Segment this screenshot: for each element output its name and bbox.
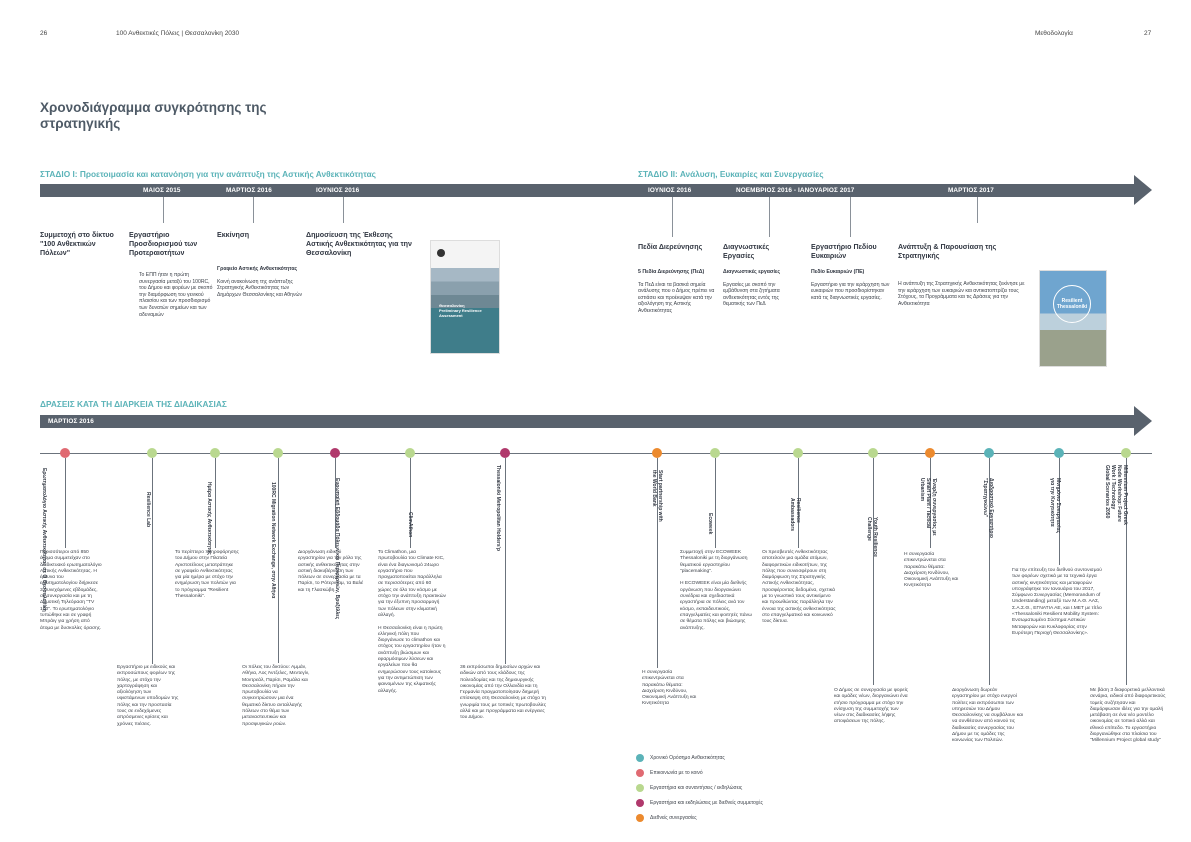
milestone-block: Ανάπτυξη & Παρουσίαση της Στρατηγικής Η ανάπτυξη της Στρατηγικής Ανθεκτικότητας ξεκίνησε με την ιεράρχηση των ευκαιριών και αντικατοπτρίζει τους Στόχους, τα Προγράμματα και τις Δράσεις για την Ανθεκτικότητα bbox=[898, 243, 1025, 307]
milestone-tick bbox=[850, 197, 851, 237]
event-text: Ο Δήμος σε συνεργασία με φορείς και ομάδες νέων, διοργανώνει ένα ετήσιο πρόγραμμα με στόχο την ενίσχυση της συμμετοχής των νέων στις διαδικασίες λήψης αποφάσεων της πόλης. bbox=[834, 688, 909, 725]
stage-2-title: ΣΤΑΔΙΟ ΙΙ: Ανάλυση, Ευκαιρίες και Συνεργασίες bbox=[638, 169, 824, 179]
event-label: 100RC Migration Network Exchange, στην Αθήνα bbox=[270, 482, 276, 599]
milestone-block: Εκκίνηση Γραφείο Αστικής Ανθεκτικότητας Κοινή ανακοίνωση της ανάπτυξης Στρατηγικής Ανθεκτικότητας των Δημάρχων Θεσσαλονίκης και Αθηνών bbox=[217, 231, 303, 298]
event-label: Youth Resilience Challenge bbox=[866, 517, 878, 557]
page-title: Χρονοδιάγραμμα συγκρότησης της στρατηγικής bbox=[40, 100, 267, 131]
milestone-tick bbox=[253, 197, 254, 223]
event-connector bbox=[715, 458, 716, 548]
event-text: Περισσότεροι από 850 άτομα συμμετείχαν στο διαδικτυακό ερωτηματολόγιο Αστικής Ανθεκτικότητας. Η έρευνα του ερωτηματολογίου διήρκεσε 3 συνεχόμενες εβδομάδες, σε συνεργασία και με τη Δημοτική Τηλεόραση "TV 100". Το ερωτηματολόγιο τυπώθηκε και σε γραφή Μπράιγ για χρήση από άτομα με δυσκολίες όρασης. bbox=[40, 550, 102, 631]
event-text: Το περίπτερο πληροφόρησης του Δήμου στην Πλατεία Αριστοτέλους μετατράπηκε σε γραφείο Ανθεκτικότητας για μία ημέρα με στόχο την ενημέρωση των πολιτών για το πρόγραμμα "Resilient Thessaloniki". bbox=[175, 550, 239, 600]
event-label: Ερωτηματολόγιο Αστικής Ανθεκτικότητας σε Ο Θεσσαλονίκη bbox=[41, 468, 47, 612]
legend-dot bbox=[636, 784, 644, 792]
event-text: Οι πρεσβευτές Ανθεκτικότητας αποτελούν μια ομάδα ατόμων, διαφορετικών ειδικοτήτων, της πόλης που συνεισφέρουν στη διαμόρφωση της Στρατηγικής Αστικής Ανθεκτικότητας, προσφέροντας δεδομένα, σχετικά με το γνωστικό τους αντικείμενο και προωθώντας παράλληλα την έννοια της αστικής ανθεκτικότητας στο επαγγελματικό και κοινωνικό τους δίκτυα. bbox=[762, 550, 836, 625]
event-label: Resilience Lab bbox=[145, 492, 151, 528]
event-text: 36 εκπρόσωποι δημοσίων αρχών και ειδικών από τους κλάδους της πολεοδομίας και της δημιουργικής οικονομίας από την Ολλανδία και τη Γερμανία πραγματοποίησαν διημερή επίσκεψη στη Θεσσαλονίκη με στόχο τη γνωριμία τους με τοπικές πρωτοβουλίες αλλά και με προγράμματα και ενέργειες του Δήμου. bbox=[460, 665, 547, 721]
milestone-tick bbox=[343, 197, 344, 223]
legend-item: Εργαστήρια και συναντήσεις / εκδηλώσεις bbox=[636, 780, 836, 795]
event-text: Για την επίτευξη του διεθνού συντονισμού των φορέων σχετικά με τα τεχνικά έργα αστικής κινητικότητας και μεταφορών υπογράφτηκε τον Ιανουάριο του 2017, Σύμφωνο Συνεργασίας (Memorandum of Understanding) μεταξύ των Μ.Α.Θ. ΑΑΣ, Σ.Α.Σ.Θ., ΕΓΝΑΤΙΑ ΑΕ, και Ι.ΜΕΤ με τίτλο «Thessaloniki Resilient Mobility System: Ενσωματωμένο Σύστημα Αστικών Μεταφορών και Κυκλοφορίας στην Ευρύτερη Περιοχή Θεσσαλονίκης». bbox=[1012, 568, 1102, 636]
event-label: Ημέρα Αστικής Ανθεκτικότητας bbox=[206, 482, 212, 555]
legend-dot bbox=[636, 754, 644, 762]
timeline-arrow-top bbox=[1134, 175, 1152, 205]
event-text: Εργαστήριο με ειδικούς και εκπροσώπους φορέων της πόλης, με στόχο την χαρτογράφηση και αξιολόγηση των υφιστάμενων υποδομών της πόλης και την προστασία τους σε ενδεχόμενες απρόσμενες κρίσεις και χρόνιες πιέσεις. bbox=[117, 665, 179, 727]
legend-dot bbox=[636, 814, 644, 822]
event-connector bbox=[215, 458, 216, 548]
milestone-block: Εργαστήριο Προσδιορισμού των Προτεραιοτήτων Το ΕΠΠ ήταν η πρώτη συνεργασία μεταξύ του 100RC, του Δήμου και φορέων με σκοπό την διαμόρφωση του γενικού πλαισίου και των προσδιορισμό των δυνατών σημείων και των αδυναμιών bbox=[129, 231, 213, 318]
milestone-title: Συμμετοχή στο δίκτυο "100 Ανθεκτικών Πόλεων" bbox=[40, 231, 114, 257]
event-label: Start partnership with the World Bank bbox=[651, 470, 663, 522]
event-dot bbox=[405, 448, 415, 458]
event-dot bbox=[500, 448, 510, 458]
event-label: Διαδραστικό Εργαστήριο "Στρατηγικώνω" bbox=[982, 478, 994, 538]
date-label: ΜΑΡΤΙΟΣ 2017 bbox=[948, 187, 994, 194]
document-title: 100 Ανθεκτικές Πόλεις | Θεσσαλονίκη 2030 bbox=[116, 30, 240, 37]
event-dot bbox=[710, 448, 720, 458]
event-dot bbox=[793, 448, 803, 458]
milestone-block: Εργαστήριο Πεδίου Ευκαιριών Πεδίο Ευκαιριών (ΠΕ) Εργαστήριο για την ιεράρχηση των ευκαιριών που προσδιορίστηκαν κατά τις διαγνωστικές εργασίες. bbox=[811, 243, 890, 301]
event-text: Διοργάνωση δωρεάν εργαστηρίου με στόχο ενεργοί πολίτες και εκπρόσωποι των υπηρεσιών του Δήμου Θεσσαλονίκης να συμβάλουν και να συνθέσουν από κοινού τις διαδικασίες συνεργασίας του Δήμου με τις ομάδες της κοινωνίας των Πολιτών. bbox=[952, 688, 1024, 744]
legend bbox=[636, 750, 836, 825]
stage-1-title: ΣΤΑΔΙΟ Ι: Προετοιμασία και κατανόηση για την ανάπτυξη της Αστικής Ανθεκτικότητας bbox=[40, 169, 376, 179]
report-cover-image bbox=[430, 240, 500, 354]
event-label: Έναρξη συνεργασίας με Smart Plant / Tactical Urbanism bbox=[919, 478, 937, 536]
legend-dot bbox=[636, 799, 644, 807]
milestone-tick bbox=[163, 197, 164, 223]
event-dot bbox=[925, 448, 935, 458]
event-dot bbox=[210, 448, 220, 458]
page-number-right: 27 bbox=[1144, 30, 1152, 37]
event-dot bbox=[60, 448, 70, 458]
event-dot bbox=[1054, 448, 1064, 458]
event-label: Ecoweek bbox=[707, 513, 713, 535]
event-dot bbox=[868, 448, 878, 458]
date-label: ΜΑΙΟΣ 2015 bbox=[143, 187, 181, 194]
cover-text: Θεσσαλονίκη Preliminary Resilience Assessment bbox=[439, 303, 482, 318]
milestone-tick bbox=[769, 197, 770, 237]
event-dot bbox=[147, 448, 157, 458]
event-label: Μνημόνιο Συνεργασίας για την Κινητικότητα bbox=[1049, 478, 1061, 534]
event-label: Ευρωπαϊκή Εβδομάδα Πόλεων και Περιφερειών, Βρυξέλλες bbox=[334, 478, 340, 620]
event-text: Με βάση 3 διαφορετικά μελλοντικά σενάρια, ειδικοί από διαφορετικούς τομείς συζήτησαν και διαμόρφωσαν ιδέες για την ομαλή μετάβαση σε ένα νέο μοντέλο οικονομίας σε τοπικό αλλά και εθνικό επίπεδο. Το εργαστήριο διοργανώθηκε στα πλαίσια του "Millennium Project global study" bbox=[1090, 688, 1166, 744]
date-label: ΙΟΥΝΙΟΣ 2016 bbox=[648, 187, 692, 194]
legend-item: Επικοινωνία με το κοινό bbox=[636, 765, 836, 780]
event-text: Οι πόλεις του δικτύου: Αμμάν, Αθήνα, Λος Άντζελες, Μεντεγίν, Μοντρεάλ, Παρίσι, Ραμάλα και Θεσσαλονίκη πήραν την πρωτοβουλία να συγκεντρώσουν μια ένα θεματικό δίκτυο ανταλλαγής πόλεων στο θέμα των μεταναστευτικών και προσφυγικών ροών. bbox=[242, 665, 310, 727]
logo-icon bbox=[437, 249, 445, 257]
date-label: ΜΑΡΤΙΟΣ 2016 bbox=[226, 187, 272, 194]
date-label: ΝΟΕΜΒΡΙΟΣ 2016 - ΙΑΝΟΥΑΡΙΟΣ 2017 bbox=[736, 187, 855, 194]
event-label: Millennium Project Greek Node Workshop: Future Work / Technology Global Scenarios 2050 bbox=[1104, 465, 1128, 526]
legend-item: Εργαστήρια και εκδηλώσεις με διεθνείς συμμετοχές bbox=[636, 795, 836, 810]
page-number-left: 26 bbox=[40, 30, 48, 37]
milestone-title: Δημοσίευση της Έκθεσης Αστικής Ανθεκτικότητας για την Θεσσαλονίκη bbox=[306, 231, 412, 257]
section-title-actions: ΔΡΑΣΕΙΣ ΚΑΤΑ ΤΗ ΔΙΑΡΚΕΙΑ ΤΗΣ ΔΙΑΔΙΚΑΣΙΑΣ bbox=[40, 399, 227, 409]
event-text: Το Climathon, μια πρωτοβουλία του Climate KIC, είναι ένα διαγωνισμό 24ωρο εργαστήριο που πραγματοποιείται παράλληλα σε περισσότερες από 60 χώρες σε όλο τον κόσμο με στόχο την ανάπτυξη πρακτικών για την έξυπνη προσαρμογή των πόλεων στην κλιματική αλλαγή. Η Θεσσαλονίκη είναι η πρώτη ελληνική πόλη που διοργάνωσε το climathon και στόχος του εργαστηρίου ήταν η ανάπτυξη βιώσιμων και εφαρμόσιμων λύσεων και εργαλείων που θα ενημερώσουν τους κατοίκους για την αντιμετώπιση των φαινομένων της κλιματικής αλλαγής. bbox=[378, 550, 446, 694]
timeline-arrow-bottom bbox=[1134, 406, 1152, 436]
event-dot bbox=[984, 448, 994, 458]
event-dot bbox=[1121, 448, 1131, 458]
legend-dot bbox=[636, 769, 644, 777]
event-text: Συμμετοχή στην ECOWEEK Thessaloniki με τη διοργάνωση θεματικού εργαστηρίου "placemaking". Η ECOWEEK είναι μία διεθνής οργάνωση που διοργανώνει συνέδρια και σχεδιαστικά εργαστήρια σε πόλεις ανά τον κόσμο, εκπαιδευτικούς, επαγγελματίες και φοιτητές πάνω σε θέματα πόλης και βιώσιμης ανάπτυξης. bbox=[680, 550, 752, 631]
event-connector bbox=[278, 458, 279, 663]
event-label: ClimAthon bbox=[407, 512, 413, 538]
milestone-block: Πεδία Διερεύνησης 5 Πεδία Διερεύνησης (ΠεΔ) Τα ΠεΔ είναι τα βασικά σημεία ανάλυσης που ο Δήμος πρέπει να εστιάσει και προέκυψαν κατά την αξιολόγηση της Αστικής Ανθεκτικότητας bbox=[638, 243, 715, 314]
event-label: Thessaloniki Metropolitan Holders'p bbox=[495, 465, 501, 551]
timeline-bar-bottom bbox=[40, 415, 1135, 428]
date-label: ΜΑΡΤΙΟΣ 2016 bbox=[48, 418, 94, 425]
milestone-tick bbox=[672, 197, 673, 237]
milestone-block: Διαγνωστικές Εργασίες Διαγνωστικές εργασίες Εργασίες με σκοπό την εμβάθυνση στα ζητήματα ανθεκτικότητας εντός της θεματικής των ΠεΔ bbox=[723, 243, 781, 308]
event-dot bbox=[652, 448, 662, 458]
event-connector bbox=[873, 458, 874, 685]
strategy-cover-image bbox=[1039, 270, 1107, 367]
event-text: Η συνεργασία επικεντρώνεται στα παρακάτω θέματα: Διαχείριση Κινδύνου, Οικονομική Ανάπτυξη και Κινητικότητα bbox=[642, 670, 697, 707]
event-label: Resilience Ambassadors bbox=[789, 498, 801, 532]
event-dot bbox=[330, 448, 340, 458]
section-name: Μεθοδολογία bbox=[1035, 30, 1073, 37]
event-connector bbox=[65, 458, 66, 548]
event-connector bbox=[152, 458, 153, 664]
event-connector bbox=[505, 458, 506, 664]
event-text: Η συνεργασία επικεντρώνεται στα παρακάτω θέματα: Διαχείριση Κινδύνου, Οικονομική Ανάπτυξη και Κινητικότητα bbox=[904, 552, 959, 589]
milestone-tick bbox=[977, 197, 978, 223]
event-text: Διοργάνωση ειδικού εργαστηρίου για τον ρόλο της αστικής ανθεκτικότητας στην αστική διακυβέρνηση των πόλεων σε συνεργασία με τα Παρίσι, το Ρότερνταμ, τα Βαλέ και τη Γλασκώβη. bbox=[298, 550, 364, 593]
legend-item: Διεθνείς συνεργασίες bbox=[636, 810, 836, 825]
legend-item: Χρονικό Ορόσημο Ανθεκτικότητας bbox=[636, 750, 836, 765]
cover-text: Resilient Thessaloniki bbox=[1056, 298, 1088, 310]
date-label: ΙΟΥΝΙΟΣ 2016 bbox=[316, 187, 360, 194]
event-dot bbox=[273, 448, 283, 458]
